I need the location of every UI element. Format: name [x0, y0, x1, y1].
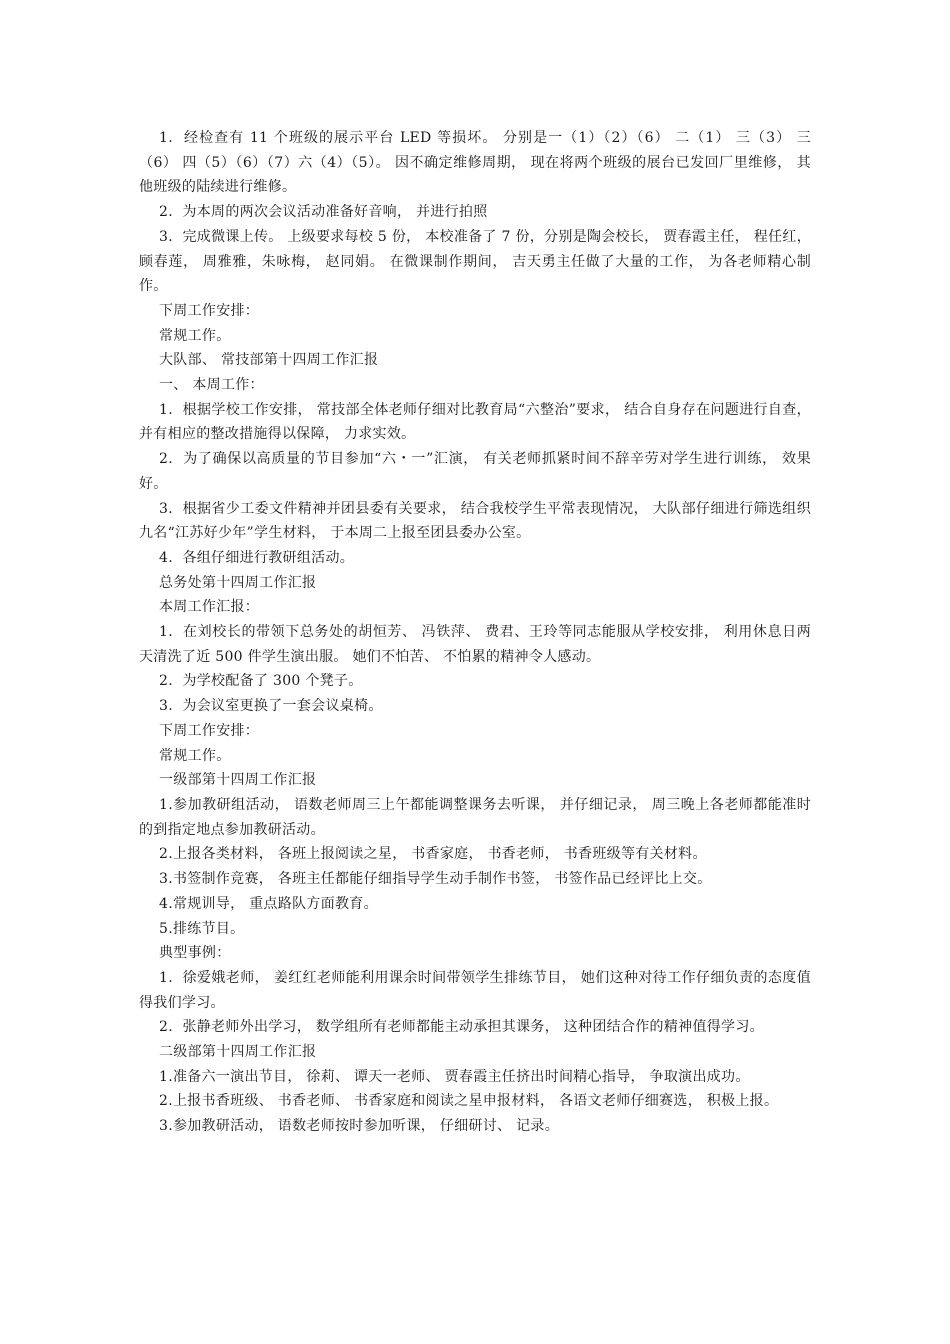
paragraph: 2. 张静老师外出学习， 数学组所有老师都能主动承担其课务， 这种团结合作的精神值得学习。: [159, 1019, 764, 1036]
paragraph: 下周工作安排：: [159, 722, 260, 739]
paragraph: 典型事例：: [159, 945, 231, 962]
paragraph: 3. 为会议室更换了一套会议桌椅。: [159, 698, 383, 715]
document-body: [139, 126, 816, 1139]
section-heading: 一级部第十四周工作汇报: [159, 772, 317, 789]
paragraph: 2.上报书香班级、 书香老师、 书香家庭和阅读之星申报材料， 各语文老师仔细赛选， 积极上报。: [159, 1093, 779, 1110]
paragraph: 常规工作。: [159, 747, 231, 764]
paragraph: 1. 徐爱娥老师， 姜红红老师能利用课余时间带领学生排练节目， 她们这种对待工作仔细负责的态度值得我们学习。: [139, 969, 811, 1011]
paragraph: 3.书签制作竞赛， 各班主任都能仔细指导学生动手制作书签， 书签作品已经评比上交。: [159, 871, 712, 888]
section-heading: 二级部第十四周工作汇报: [159, 1044, 317, 1061]
paragraph: 1. 在刘校长的带领下总务处的胡恒芳、 冯铁萍、 费君、王玲等同志能服从学校安排， 利用休息日两天清洗了近 500 件学生演出服。 她们不怕苦、 不怕累的精神令人感动。: [139, 624, 811, 665]
paragraph: 1.准备六一演出节目， 徐莉、 谭天一老师、 贾春霞主任挤出时间精心指导， 争取演出成功。: [159, 1068, 750, 1085]
paragraph: 下周工作安排：: [159, 302, 260, 319]
paragraph: 本周工作汇报：: [159, 599, 260, 616]
paragraph: 一、 本周工作：: [159, 377, 264, 394]
paragraph: 2. 为本周的两次会议活动准备好音响， 并进行拍照: [159, 204, 488, 221]
section-heading: 总务处第十四周工作汇报: [159, 574, 317, 591]
paragraph: 1. 根据学校工作安排， 常技部全体老师仔细对比教育局“六整治”要求， 结合自身存在问题进行自查， 并有相应的整改措施得以保障， 力求实效。: [139, 401, 816, 443]
paragraph: 2. 为学校配备了 300 个凳子。: [159, 673, 363, 690]
paragraph: 3. 根据省少工委文件精神并团县委有关要求， 结合我校学生平常表现情况， 大队部仔细进行筛选组织九名“江苏好少年”学生材料， 于本周二上报至团县委办公室。: [139, 500, 811, 542]
paragraph: 1.参加教研组活动， 语数老师周三上午都能调整课务去听课， 并仔细记录， 周三晚上各老师都能准时的到指定地点参加教研活动。: [139, 796, 811, 838]
paragraph: 4. 各组仔细进行教研组活动。: [159, 549, 355, 566]
paragraph: 3.参加教研活动， 语数老师按时参加听课， 仔细研讨、 记录。: [159, 1118, 560, 1135]
paragraph: 2.上报各类材料， 各班上报阅读之星， 书香家庭， 书香老师， 书香班级等有关材料。: [159, 846, 707, 863]
paragraph: 5.排练节目。: [159, 920, 245, 937]
paragraph: 常规工作。: [159, 327, 231, 344]
paragraph: 4.常规训导， 重点路队方面教育。: [159, 895, 378, 912]
paragraph: 3. 完成微课上传。 上级要求每校 5 份， 本校准备了 7 份，分别是陶会校长， 贾春霞主任， 程任红， 顾春莲， 周雅雅，朱咏梅， 赵同娟。 在微课制作期间， 吉天勇主任做了大量的工作， 为各老师精心制作。: [139, 228, 816, 295]
paragraph: 1. 经检查有 11 个班级的展示平台 LED 等损坏。 分别是一（1）（2）（6） 二（1） 三（3） 三（6） 四（5）（6）（7）六（4）（5）。 因不确定维修周期， 现在将两个班级的展台已发回厂里维修， 其他班级的陆续进行维修。: [139, 130, 811, 196]
paragraph: 2. 为了确保以高质量的节目参加“六・一”汇演， 有关老师抓紧时间不辞辛劳对学生进行训练， 效果好。: [139, 451, 811, 492]
section-heading: 大队部、 常技部第十四周工作汇报: [159, 352, 379, 369]
